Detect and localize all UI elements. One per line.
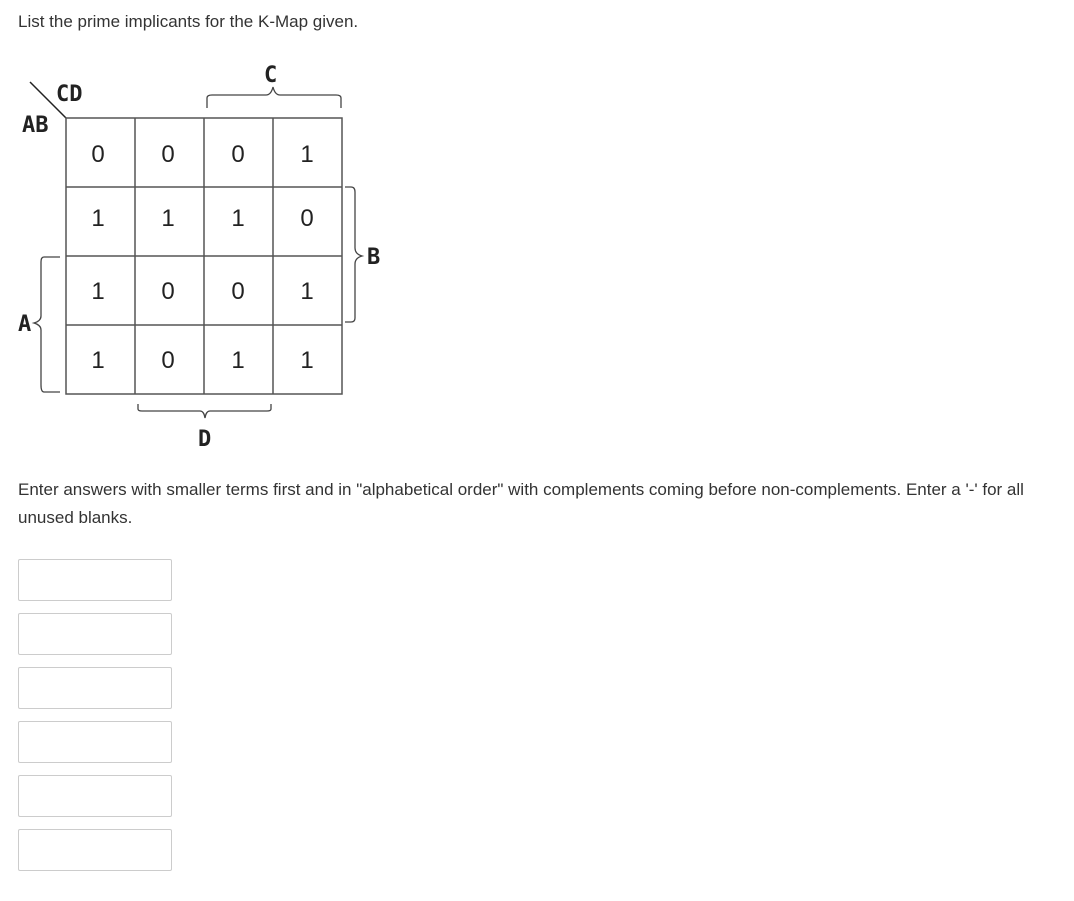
question-text: List the prime implicants for the K-Map given. [18,12,359,31]
brace-c-label: C [264,63,278,88]
answer-item [18,829,172,871]
answer-input-1[interactable] [18,559,172,601]
kmap-row-vars-label: AB [22,113,49,138]
answer-item [18,559,172,601]
kmap-cell: 1 [91,278,105,305]
kmap-cell: 0 [300,205,314,232]
kmap-cell: 0 [91,141,105,168]
answer-item [18,613,172,655]
answer-input-5[interactable] [18,775,172,817]
kmap-cell: 0 [231,278,245,305]
kmap-cell: 0 [161,141,175,168]
kmap-cell: 1 [161,205,175,232]
kmap-col-vars-label: CD [56,82,83,107]
brace-c [207,87,341,108]
kmap-cell: 1 [91,347,105,374]
answer-list [18,559,172,883]
brace-d-label: D [198,427,212,452]
answer-input-6[interactable] [18,829,172,871]
kmap-cell: 0 [161,278,175,305]
kmap-cell: 1 [231,347,245,374]
brace-b-label: B [367,245,381,270]
answer-item [18,721,172,763]
brace-d [138,404,271,418]
answer-input-3[interactable] [18,667,172,709]
brace-a [34,257,60,392]
answer-input-2[interactable] [18,613,172,655]
kmap-cell: 1 [231,205,245,232]
brace-b [345,187,362,322]
answer-input-4[interactable] [18,721,172,763]
kmap-cells [91,141,313,374]
answer-item [18,775,172,817]
kmap-cell: 1 [91,205,105,232]
kmap-cell: 1 [300,347,314,374]
kmap-cell: 1 [300,278,314,305]
kmap-cell: 1 [300,141,314,168]
kmap-svg [0,0,420,460]
kmap-figure [0,0,420,460]
kmap-cell: 0 [161,347,175,374]
kmap-cell: 0 [231,141,245,168]
brace-a-label: A [18,312,32,337]
instructions-text: Enter answers with smaller terms first and in "alphabetical order" with complements coming before non-complements. Enter a '-' for all unused blanks. [18,480,1024,527]
answer-item [18,667,172,709]
